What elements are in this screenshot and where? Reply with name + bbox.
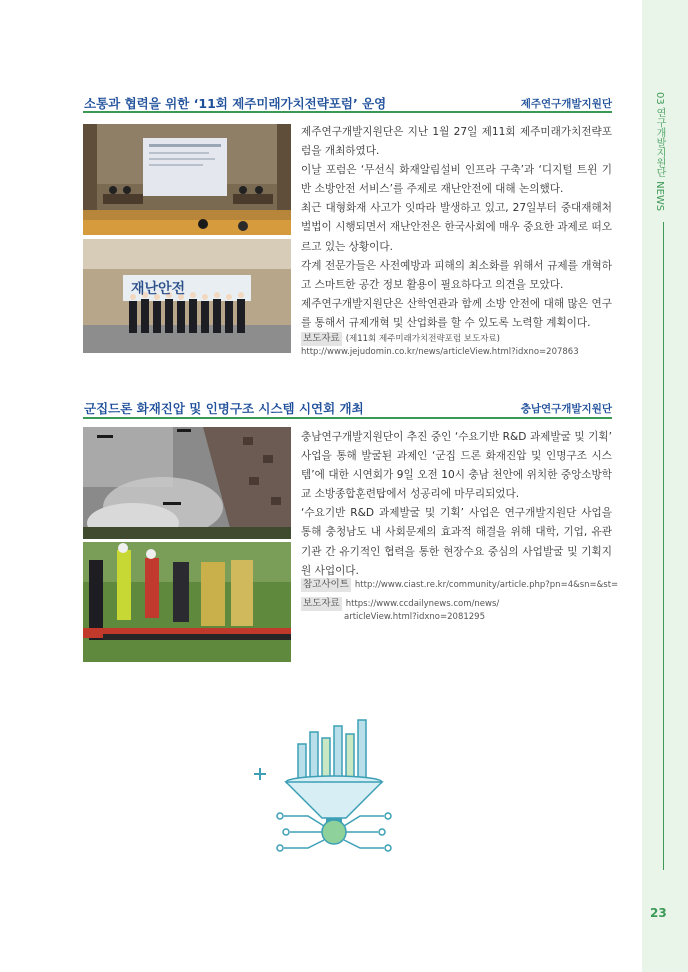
forum-photo-2 <box>83 239 291 353</box>
forum-banner-text: 재난안전 <box>131 281 186 297</box>
funnel-data-illustration <box>250 718 410 858</box>
sidebar-divider <box>663 222 664 870</box>
section2-title: 군집드론 화재진압 및 인명구조 시스템 시연회 개최 <box>84 401 364 416</box>
page-number: 23 <box>650 906 667 920</box>
press-url-link[interactable]: http://www.jejudomin.co.kr/news/articleView.html?idxno=207863 <box>301 347 579 357</box>
press-tag: 보도자료 <box>303 333 340 344</box>
section2-press-url-cont <box>344 612 485 622</box>
section2-org: 충남연구개발지원단 <box>520 403 612 415</box>
section2-body <box>301 428 612 581</box>
sidebar-label: 03 연구개발지원단 NEWS <box>654 92 665 212</box>
drone-photo-2 <box>83 542 291 662</box>
sparkle-icon <box>254 768 266 780</box>
forum-photo-1-image <box>83 124 291 235</box>
forum-photo-1 <box>83 124 291 235</box>
section1-org: 제주연구개발지원단 <box>520 98 612 110</box>
section2-paragraph: 충남연구개발지원단이 추진 중인 ‘수요기반 R&D 과제발굴 및 기획’ 사업을 통해 발굴된 과제인 ‘군집 드론 화재진압 및 인명구조 시스템’에 대한 시연회가 9일 오전 10시 충남 천안에 위치한 중앙소방학교 소방종합훈련탑에서 성공리에 마무리되었다. <box>301 431 612 501</box>
section2-site-ref <box>301 578 618 592</box>
site-tag: 참고사이트 <box>303 579 349 590</box>
section2-paragraph: ‘수요기반 R&D 과제발굴 및 기획’ 사업은 연구개발지원단 사업을 통해 충청남도 내 사회문제의 효과적 해결을 위해 대학, 기업, 유관기관 간 유기적인 협력을 통한 현장수요 중심의 사업발굴 및 기획지원 사업이다. <box>301 507 612 577</box>
bar-chart-icon <box>298 720 366 784</box>
section1-press-ref <box>301 332 500 346</box>
section1-rule <box>83 111 612 113</box>
press-url-continuation[interactable]: articleView.html?idxno=2081295 <box>344 612 485 622</box>
press-url-link[interactable]: https://www.ccdailynews.com/news/ <box>345 599 500 609</box>
drone-photo-2-image <box>83 542 291 662</box>
section1-paragraph: 각계 전문가들은 사전예방과 피해의 최소화를 위해서 규제를 개혁하고 스마트한 공간 정보 활용이 필요하다고 의견을 모았다. <box>301 259 612 291</box>
section1-title: 소통과 협력을 위한 ‘11회 제주미래가치전략포럼’ 운영 <box>84 96 387 111</box>
section1-paragraph: 최근 대형화재 사고가 잇따라 발생하고 있고, 27일부터 중대재해처벌법이 시행되면서 재난안전은 한국사회에 매우 중요한 과제로 떠오르고 있는 상황이다. <box>301 202 612 253</box>
section1-paragraph: 이날 포럼은 ‘무선식 화재알림설비 인프라 구축’과 ‘디지털 트윈 기반 소방안전 서비스’를 주제로 재난안전에 대해 논의했다. <box>301 164 612 196</box>
section2-rule <box>83 417 612 419</box>
funnel-icon <box>286 776 382 822</box>
drone-photo-1 <box>83 427 291 539</box>
site-url-link[interactable]: http://www.ciast.re.kr/community/article.php?pn=4&sn=&st= <box>354 580 619 590</box>
forum-photo-2-image <box>83 239 291 353</box>
section1-paragraph: 제주연구개발지원단은 지난 1월 27일 제11회 제주미래가치전략포럼을 개최하였다. <box>301 126 612 158</box>
section1-paragraph: 제주연구개발지원단은 산학연관과 함께 소방 안전에 대해 많은 연구를 통해서 규제개혁 및 산업화를 할 수 있도록 노력할 계획이다. <box>301 297 612 329</box>
section1-press-url-row <box>301 347 579 357</box>
press-note: (제11회 제주미래가치전략포럼 보도자료) <box>345 334 500 344</box>
section1-body <box>301 123 612 333</box>
section2-press-ref <box>301 597 499 611</box>
drone-photo-1-image <box>83 427 291 539</box>
press-tag: 보도자료 <box>303 598 340 609</box>
